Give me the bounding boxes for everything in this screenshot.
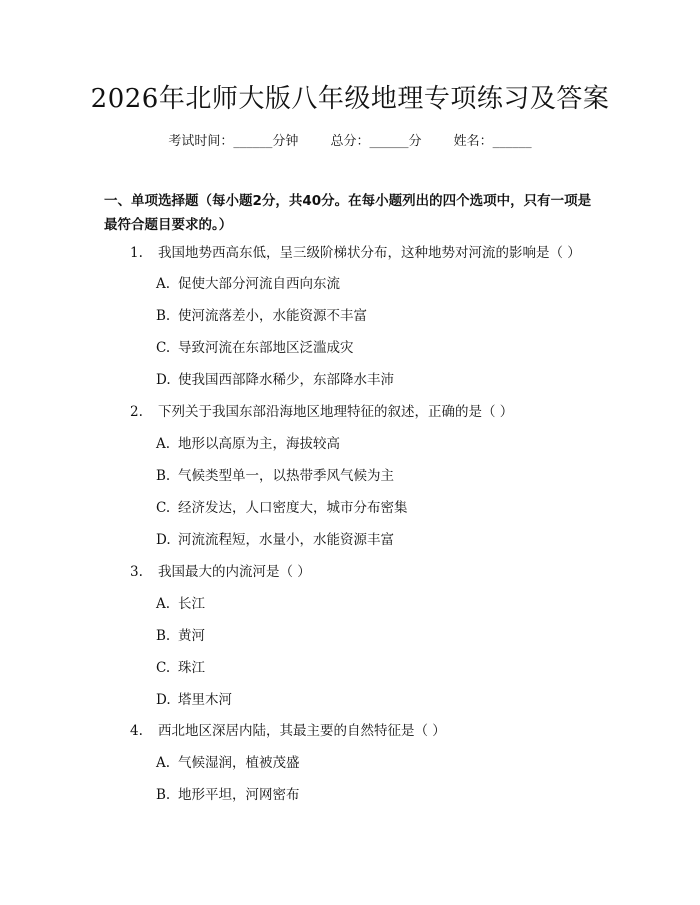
option-1b — [156, 306, 367, 326]
option-letter: A. — [156, 596, 171, 612]
question-number: 1. — [130, 245, 143, 261]
option-letter: D. — [156, 692, 171, 708]
option-letter: A. — [156, 755, 171, 771]
option-text: 气候湿润，植被茂盛 — [178, 755, 300, 771]
question-3 — [130, 562, 311, 582]
option-3c — [156, 658, 205, 678]
exam-time-field: 考试时间：______分钟 — [168, 134, 299, 149]
option-1d — [156, 370, 394, 390]
option-1a — [156, 274, 340, 294]
question-text: 我国地势西高东低，呈三级阶梯状分布，这种地势对河流的影响是（ ） — [158, 245, 581, 261]
exam-meta-line — [0, 132, 700, 152]
section-heading: 一、单项选择题（每小题2分，共40分。在每小题列出的四个选项中，只有一项是最符合题目要求的。） — [104, 193, 592, 233]
question-number: 3. — [130, 564, 143, 580]
page-title: 2026年北师大版八年级地理专项练习及答案 — [90, 84, 610, 114]
option-letter: B. — [156, 308, 171, 324]
option-letter: C. — [156, 660, 171, 676]
option-letter: B. — [156, 628, 171, 644]
option-letter: A. — [156, 276, 171, 292]
question-number: 4. — [130, 723, 143, 739]
option-text: 气候类型单一，以热带季风气候为主 — [178, 468, 394, 484]
option-letter: C. — [156, 500, 171, 516]
question-4 — [130, 721, 446, 741]
total-score-field: 总分：______分 — [330, 134, 422, 149]
option-4a — [156, 753, 300, 773]
option-text: 黄河 — [178, 628, 205, 644]
option-2b — [156, 466, 394, 486]
question-number: 2. — [130, 404, 143, 420]
option-3d — [156, 690, 232, 710]
option-text: 塔里木河 — [178, 692, 232, 708]
option-1c — [156, 338, 354, 358]
question-text: 下列关于我国东部沿海地区地理特征的叙述，正确的是（ ） — [158, 404, 514, 420]
option-text: 地形以高原为主，海拔较高 — [178, 436, 340, 452]
option-letter: D. — [156, 532, 171, 548]
name-field: 姓名：______ — [453, 134, 532, 149]
option-letter: C. — [156, 340, 171, 356]
option-text: 河流流程短，水量小，水能资源丰富 — [178, 532, 394, 548]
option-text: 经济发达，人口密度大，城市分布密集 — [178, 500, 408, 516]
option-letter: A. — [156, 436, 171, 452]
question-text: 西北地区深居内陆，其最主要的自然特征是（ ） — [158, 723, 446, 739]
option-2d — [156, 530, 394, 550]
option-2a — [156, 434, 340, 454]
option-text: 地形平坦，河网密布 — [178, 787, 300, 803]
option-letter: B. — [156, 468, 171, 484]
option-text: 导致河流在东部地区泛滥成灾 — [178, 340, 354, 356]
option-text: 珠江 — [178, 660, 205, 676]
option-letter: D. — [156, 372, 171, 388]
option-text: 使我国西部降水稀少，东部降水丰沛 — [178, 372, 394, 388]
option-3b — [156, 626, 205, 646]
option-4b — [156, 785, 300, 805]
option-text: 使河流落差小，水能资源不丰富 — [178, 308, 367, 324]
option-text: 长江 — [178, 596, 205, 612]
question-2 — [130, 402, 513, 422]
question-1 — [130, 243, 581, 263]
option-2c — [156, 498, 408, 518]
option-3a — [156, 594, 205, 614]
question-text: 我国最大的内流河是（ ） — [158, 564, 311, 580]
option-letter: B. — [156, 787, 171, 803]
option-text: 促使大部分河流自西向东流 — [178, 276, 340, 292]
